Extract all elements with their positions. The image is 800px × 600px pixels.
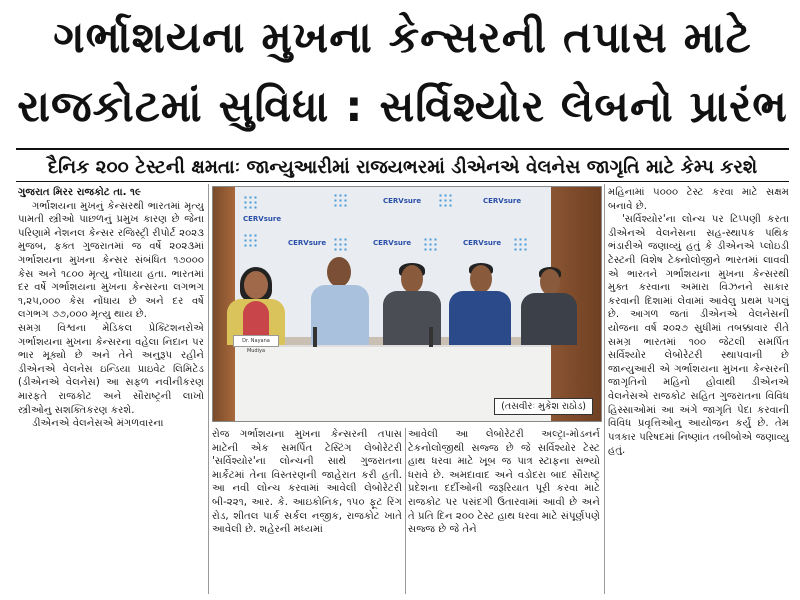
paragraph: રોજ ગર્ભાશયના મુખના કેન્સરની તપાસ માટેની એક સમર્પિત ટેસ્ટિંગ લેબોરેટરી 'સર્વિશ્યોર'ના લોન્ચની સાથે ગુજરાતના માર્કેટમાં તેના વિસ્તરણની જાહેરાત કરી હતી. આ નવી લોન્ચ કરવામાં આવેલી લેબોરેટરી બી-૨૨૧, આર. કે. આઇકોનિક, ૧૫૦ ફૂટ રિંગ રોડ, શીતલ પાર્ક સર્કલ નજીક, રાજકોટ ખાતે આવેલી છે. શહેરની મધ્યમાં xyxy=(212,429,402,536)
newspaper-clipping xyxy=(16,0,789,600)
logo-mark-icon xyxy=(333,237,349,253)
headline-line-2: રાજકોટમાં સુવિધા : સર્વિશ્યોર લેબનો પ્રારંભ xyxy=(17,82,788,132)
microphone-icon xyxy=(313,327,317,347)
paragraph: 'સર્વિશ્યોર'ના લોન્ચ પર ટિપ્પણી કરતા ડીએનએ વેલનેસના સહ-સ્થાપક પથિક ભંડારીએ જણાવ્યું હતું કે ડીએનએ પ્લોઇડી ટેસ્ટની વિશેષ ટેક્નોલોજીને ભારતમાં લાવવી એ ભારતને ગર્ભાશયના મુખના કેન્સરથી મુક્ત કરવાના અમારા વિઝનને સાકાર કરવાની દિશામાં લેવામાં આવેલુ પ્રથમ પગલું છે. આગળ જતાં ડીએનએ વેલનેસની યોજના વર્ષ ૨૦૨૭ સુધીમાં તબક્કાવાર રીતે સમગ્ર ભારતમાં ૧૦૦ જેટલી સમર્પિત સર્વિશ્યોર લેબોરેટરી સ્થાપવાની છે જાન્યુઆરી એ ગર્ભાશયના મુખના કેન્સરની જાગૃતિનો મહિનો હોવાથી ડીએનએ વેલનેસએ રાજકોટ સહિત ગુજરાતના વિવિધ હિસ્સાઓમાં આ અંગે જાગૃતિ પેદા કરવાની વિવિધ પ્રવૃત્તિઓનુ આયોજન કર્યું છે. તેમ પત્રકાર પરિષદમાં નિષ્ણાંત તબીબોએ જણાવ્યુ હતું. xyxy=(608,214,789,457)
banner-logo: CERVsure xyxy=(483,197,522,205)
banner-logo: CERVsure xyxy=(383,197,422,205)
headline-rule-top xyxy=(16,148,789,150)
dateline: ગુજરાત મિરર રાજકોટ તા. ૧૯ xyxy=(18,187,142,198)
banner-logo: CERVsure xyxy=(373,239,412,247)
subheadline-rule xyxy=(16,181,789,182)
logo-mark-icon xyxy=(333,193,349,209)
banner-logo: CERVsure xyxy=(288,239,327,247)
paragraph: મહિનામાં ૫૦૦૦ ટેસ્ટ કરવા માટે સક્ષમ બનાવે છે. xyxy=(608,187,789,212)
logo-mark-icon xyxy=(513,237,529,253)
nameplate: Dr. Nayana Mudiya xyxy=(233,335,279,347)
paragraph: આવેલી આ લેબોરેટરી અલ્ટ્રા-મોડનર્ન ટેકનોલોજીથી સજ્જ છે જે સર્વિશ્યોર ટેસ્ટ હાથ ધરવા માટે ખૂબ જ પાત્ર સ્ટાફના સભ્યો ધરાવે છે. અમદાવાદ અને વડોદરા બાદ સૌરાષ્ટ્ર પ્રદેશના દર્દીઓની જરૂરિયાત પૂરી કરવા માટે રાજકોટ પર પસંદગી ઉતારવામાં આવી છે અને તે પ્રતિ દિન ૨૦૦ ટેસ્ટ હાથ ધરવા માટે સંપૂર્ણપણે સજ્જ છે જે તેને xyxy=(408,429,600,536)
column-divider xyxy=(405,428,406,594)
logo-mark-icon xyxy=(243,233,259,249)
column-divider xyxy=(208,184,209,594)
banner-logo: CERVsure xyxy=(243,215,282,223)
paragraph: ગર્ભાશયના મુખનું કેન્સરથી ભારતમાં મૃત્યુ પામતી સ્ત્રીઓ પાછળનું પ્રમુખ કારણ છે જેના પરિણામે નેશનલ કેન્સર રજિસ્ટ્રી રીપોર્ટ ૨૦૨૩ મુજબ, ફક્ત ગુજરાતમાં જ વર્ષે ૨૦૨૩માં ગર્ભાશયના મુખના કેન્સર સંબંધિત ૧૭૦૦૦ કેસ અને ૧૮૦૦ મૃત્યુ નોંધાયા હતા. ભારતમાં દર વર્ષે ગર્ભાશયના મુખના કેન્સરના લગભગ ૧,૨૫,૦૦૦ કેસ નોંધાય છે અને દર વર્ષે લગભગ ૭૭,૦૦૦ મૃત્યુ થાય છે. xyxy=(18,200,204,321)
logo-mark-icon xyxy=(243,195,259,211)
paragraph: સમગ્ર વિશ્વના મેડિકલ પ્રેક્ટિશનરોએ ગર્ભાશયના મુખના કેન્સરના વહેલા નિદાન પર ભાર મૂક્યો છે અને તેને અનુરૂપ રહીને ડીએનએ વેલનેસ ઇન્ડિયા પ્રાઇવેટ લિમિટેડ (ડીએનએ વેલનેસ) આ સફળ નવીનીકરણ મારફતે રાજકોટ અને સૌરાષ્ટ્રની લાખો સ્ત્રીઓનુ સશક્તિકરણ કરશે. xyxy=(18,322,204,416)
column-divider xyxy=(604,184,605,594)
subheadline: દૈનિક ૨૦૦ ટેસ્ટની ક્ષમતાઃ જાન્યુઆરીમાં રાજયભરમાં ડીએનએ વેલનેસ જાગૃતિ માટે કેમ્પ કરશે xyxy=(47,157,758,178)
microphone-icon xyxy=(429,327,433,347)
press-conference-photo xyxy=(212,186,602,422)
logo-mark-icon xyxy=(438,193,454,209)
paragraph: ડીએનએ વેલનેસએ મંગળવારના xyxy=(32,418,164,430)
headline-line-1: ગર્ભાશયના મુખના કેન્સરની તપાસ માટે xyxy=(53,13,752,63)
banner-logo: CERVsure xyxy=(463,239,502,247)
photo-credit: (તસવીરઃ મુકેશ રાઠોડ) xyxy=(494,398,593,415)
article-column-4 xyxy=(608,186,789,594)
article-column-3 xyxy=(408,428,600,594)
article-column-1 xyxy=(18,186,204,594)
article-column-2 xyxy=(212,428,402,594)
logo-mark-icon xyxy=(423,237,439,253)
